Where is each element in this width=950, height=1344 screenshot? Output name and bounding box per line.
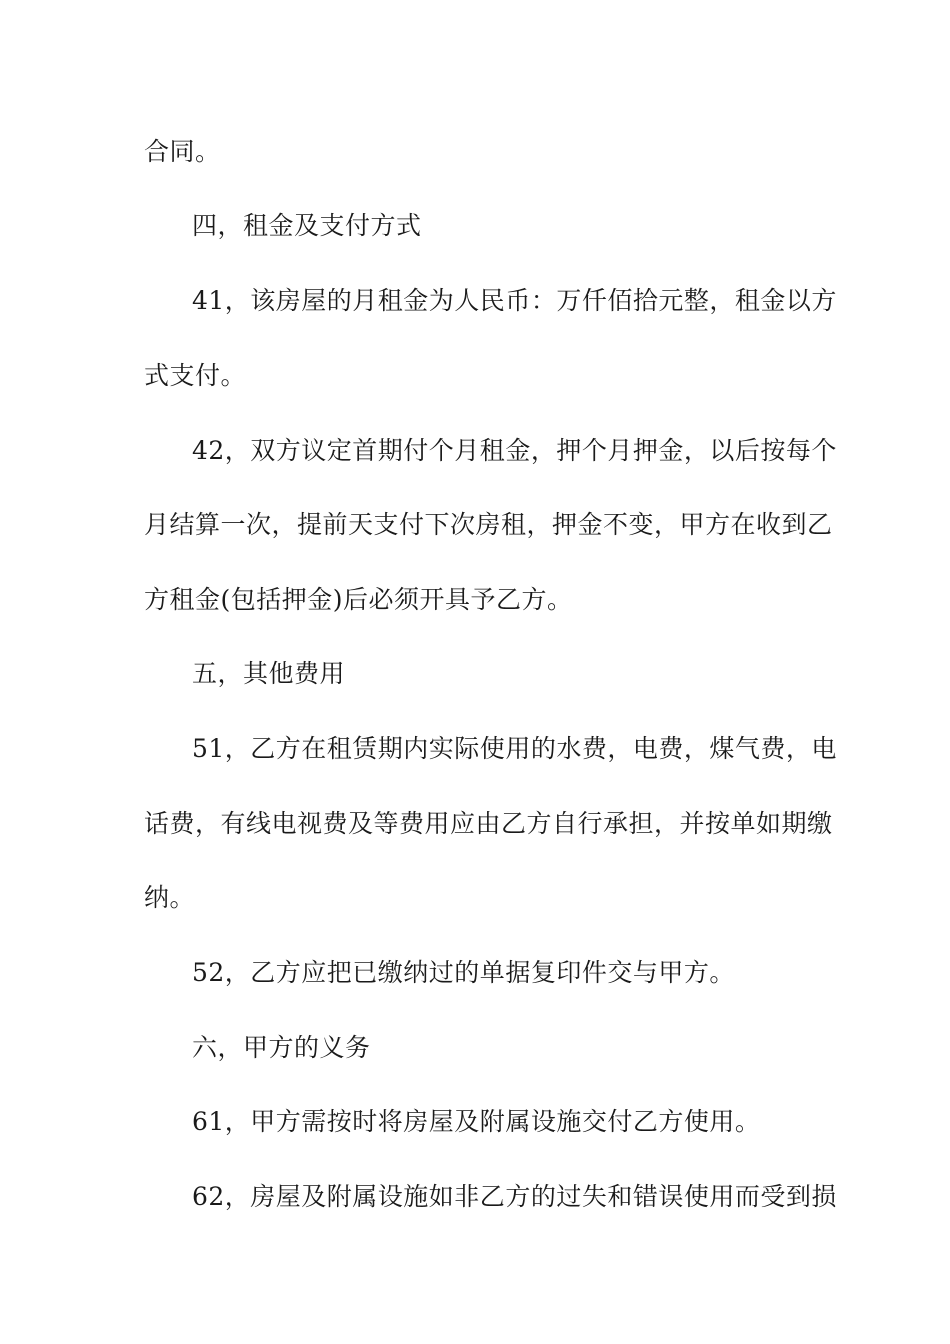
text-line: 话费，有线电视费及等费用应由乙方自行承担，并按单如期缴 <box>144 809 833 838</box>
text-line: 月结算一次，提前天支付下次房租，押金不变，甲方在收到乙 <box>144 510 833 539</box>
section-heading-other-fees: 五，其他费用 <box>192 659 346 688</box>
text-line: 52，乙方应把已缴纳过的单据复印件交与甲方。 <box>192 958 735 987</box>
section-heading-rent: 四，租金及支付方式 <box>192 211 422 240</box>
text-line: 合同。 <box>144 137 221 166</box>
text-line: 62，房屋及附属设施如非乙方的过失和错误使用而受到损 <box>192 1182 837 1211</box>
text-line: 纳。 <box>144 883 196 912</box>
text-line: 61，甲方需按时将房屋及附属设施交付乙方使用。 <box>192 1107 761 1136</box>
text-line: 51，乙方在租赁期内实际使用的水费，电费，煤气费，电 <box>192 734 837 763</box>
text-line: 42，双方议定首期付个月租金，押个月押金，以后按每个 <box>192 436 837 465</box>
text-line: 41，该房屋的月租金为人民币：万仟佰拾元整，租金以方 <box>192 286 837 315</box>
text-line: 式支付。 <box>144 361 247 390</box>
text-line: 方租金(包括押金)后必须开具予乙方。 <box>144 585 573 614</box>
section-heading-party-a-duties: 六，甲方的义务 <box>192 1033 371 1062</box>
